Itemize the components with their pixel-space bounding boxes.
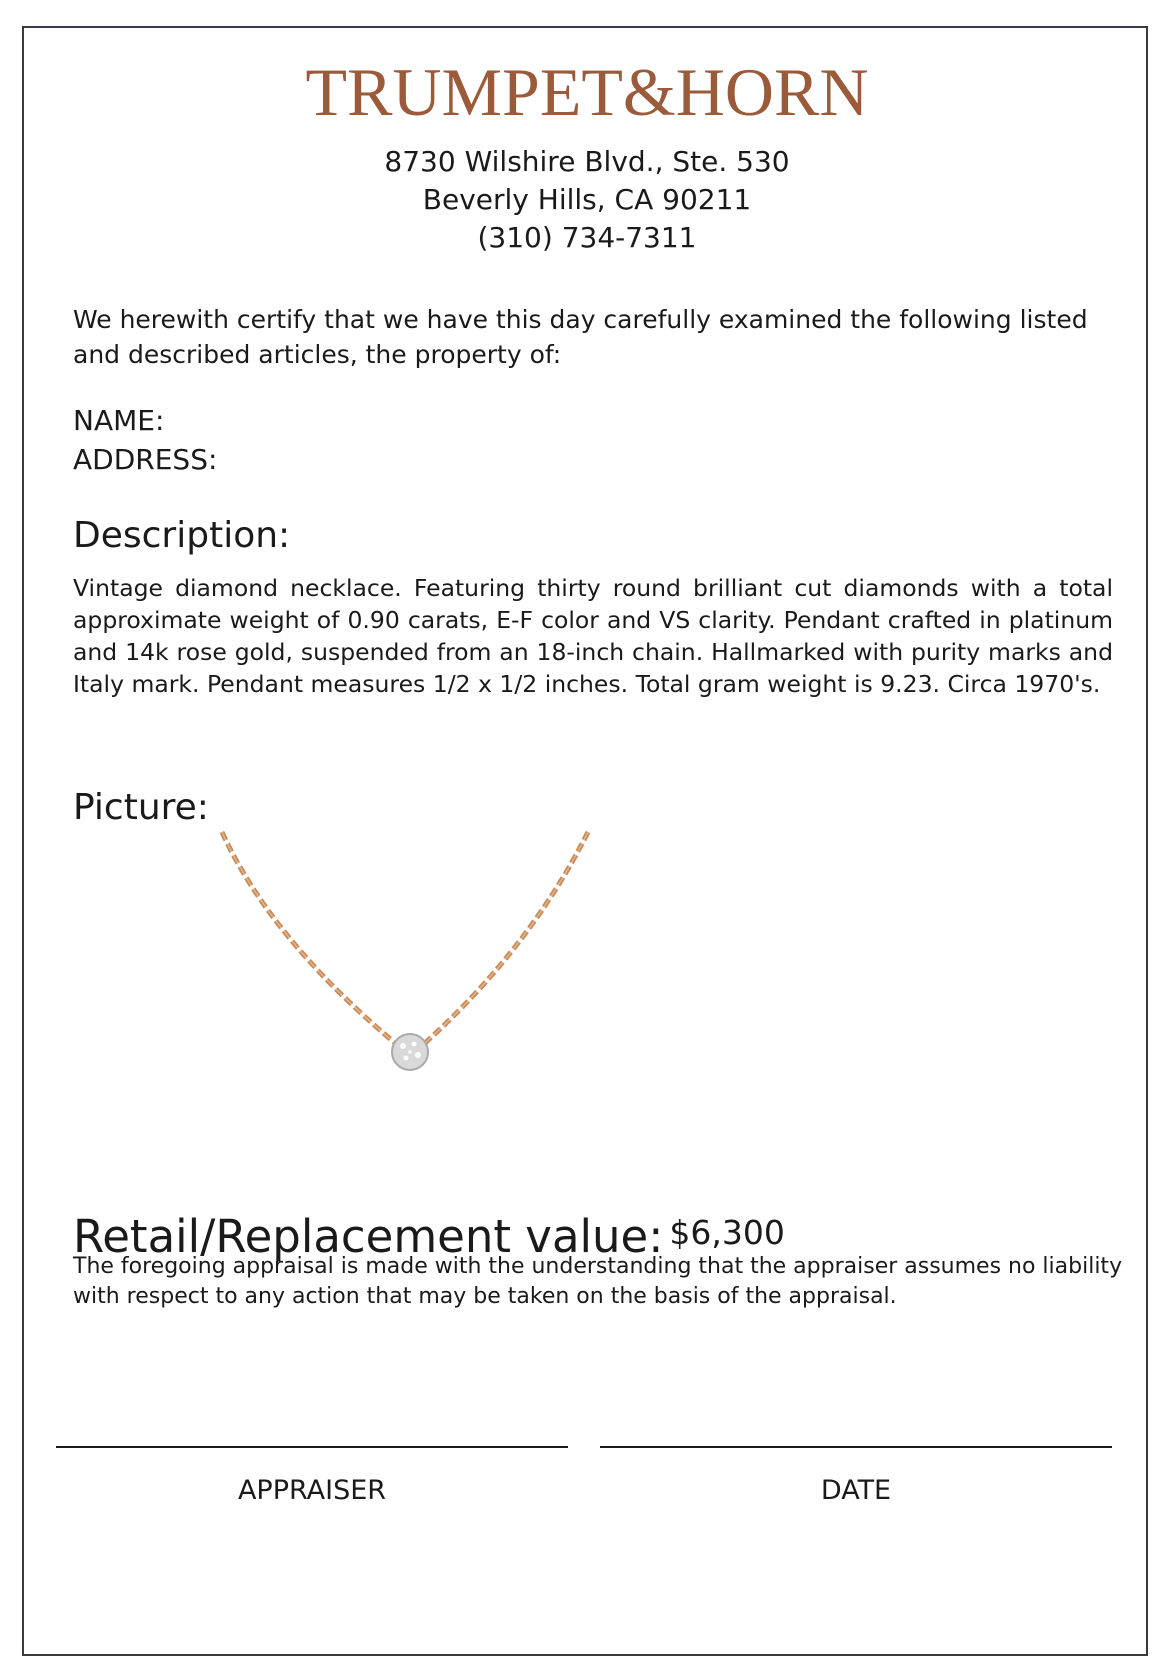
appraiser-label: APPRAISER	[237, 1475, 387, 1506]
owner-name-label: NAME:	[73, 404, 165, 437]
date-label: DATE	[820, 1475, 892, 1506]
address-city: Beverly Hills, CA 90211	[422, 183, 752, 216]
description-heading: Description:	[73, 515, 291, 556]
date-signature-line	[600, 1446, 1112, 1448]
description-body: Vintage diamond necklace. Featuring thirty round brilliant cut diamonds with a total approximate weight of 0.90 carats, E-F color and VS clarity. Pendant crafted in platinum and 14k rose gold, suspended from an 18-inch chain. Hallmarked with purity marks and Italy mark. Pendant measures 1/2 x 1/2 inches. Total gram weight is 9.23. Circa 1970's.	[73, 574, 1113, 698]
retail-value-label: Retail/Replacement value:	[73, 1210, 664, 1263]
necklace-chain-left	[222, 832, 395, 1043]
brand-name: TRUMPET&HORN	[305, 54, 869, 130]
retail-value-amount: $6,300	[669, 1213, 785, 1252]
phone-number: (310) 734-7311	[477, 221, 697, 254]
address-street: 8730 Wilshire Blvd., Ste. 530	[384, 145, 790, 178]
picture-heading: Picture:	[73, 787, 209, 828]
necklace-picture	[210, 828, 600, 1088]
certify-statement: We herewith certify that we have this day carefully examined the following listed and described articles, the property of:	[73, 305, 1088, 369]
owner-address-label: ADDRESS:	[73, 443, 218, 476]
necklace-image	[210, 828, 600, 1088]
necklace-chain-right	[425, 832, 588, 1043]
disclaimer-text: The foregoing appraisal is made with the understanding that the appraiser assumes no liability with respect to any action that may be taken on the basis of the appraisal.	[73, 1254, 1123, 1309]
appraiser-signature-line	[56, 1446, 568, 1448]
brand-logo	[0, 52, 1174, 132]
